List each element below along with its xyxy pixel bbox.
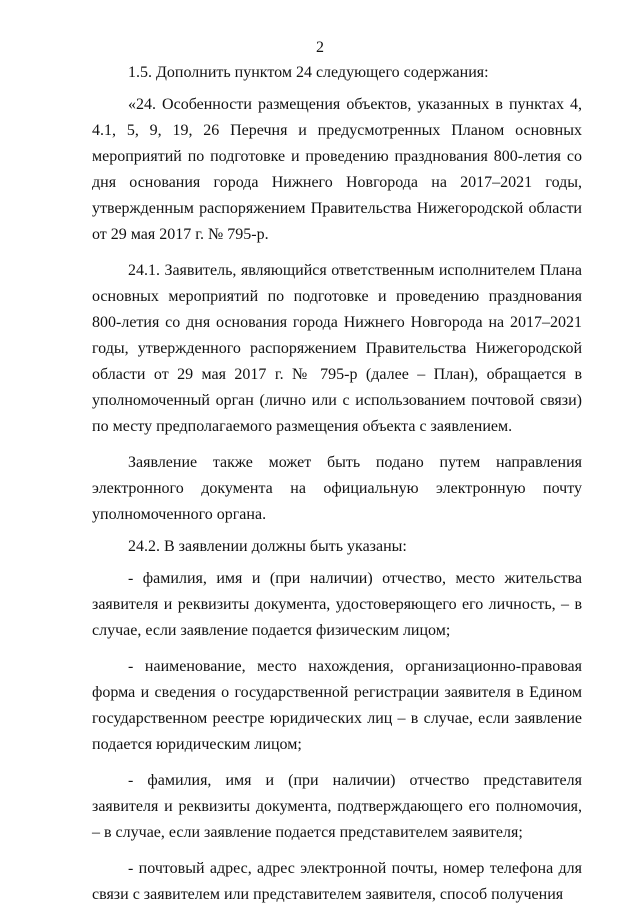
paragraph-24-1: 24.1. Заявитель, являющийся ответственным исполнителем Плана основных мероприятий по подготовке и проведению празднования 800-летия со дня основания города Нижнего Новгорода на 2017–2021 годы, утвержденного распоряжением Правительства Нижегородской области от 29 мая 2017 г. № 795-р (далее – План), обращается в уполномоченный орган (лично или с использованием почтовой связи) по месту предполагаемого размещения объекта с заявлением. xyxy=(92,262,582,435)
paragraph-electronic-submission: Заявление также может быть подано путем направления электронного документа на официальную электронную почту уполномоченного органа. xyxy=(92,454,582,523)
list-item-legal-entity: - наименование, место нахождения, организационно-правовая форма и сведения о государственной регистрации заявителя в Едином государственном реестре юридических лиц – в случае, если заявление подается юридическим лицом; xyxy=(92,658,582,753)
list-item-individual: - фамилия, имя и (при наличии) отчество, место жительства заявителя и реквизиты документа, удостоверяющего его личность, – в случае, если заявление подается физическим лицом; xyxy=(92,570,582,639)
paragraph-24-title: «24. Особенности размещения объектов, указанных в пунктах 4, 4.1, 5, 9, 19, 26 Перечня и предусмотренных Планом основных мероприятий по подготовке и проведению празднования 800-летия со дня основания города Нижнего Новгорода на 2017–2021 годы, утвержденным распоряжением Правительства Нижегородской области от 29 мая 2017 г. № 795-р. xyxy=(92,96,582,243)
paragraph-24-2: 24.2. В заявлении должны быть указаны: xyxy=(128,538,407,555)
page-number: 2 xyxy=(316,39,324,56)
list-item-representative: - фамилия, имя и (при наличии) отчество представителя заявителя и реквизиты документа, подтверждающего его полномочия, – в случае, если заявление подается представителем заявителя; xyxy=(92,772,582,841)
list-item-contacts: - почтовый адрес, адрес электронной почты, номер телефона для связи с заявителем или представителем заявителя, способ получения xyxy=(92,860,582,903)
document-body xyxy=(92,60,582,914)
paragraph-1-5: 1.5. Дополнить пунктом 24 следующего содержания: xyxy=(128,64,489,81)
